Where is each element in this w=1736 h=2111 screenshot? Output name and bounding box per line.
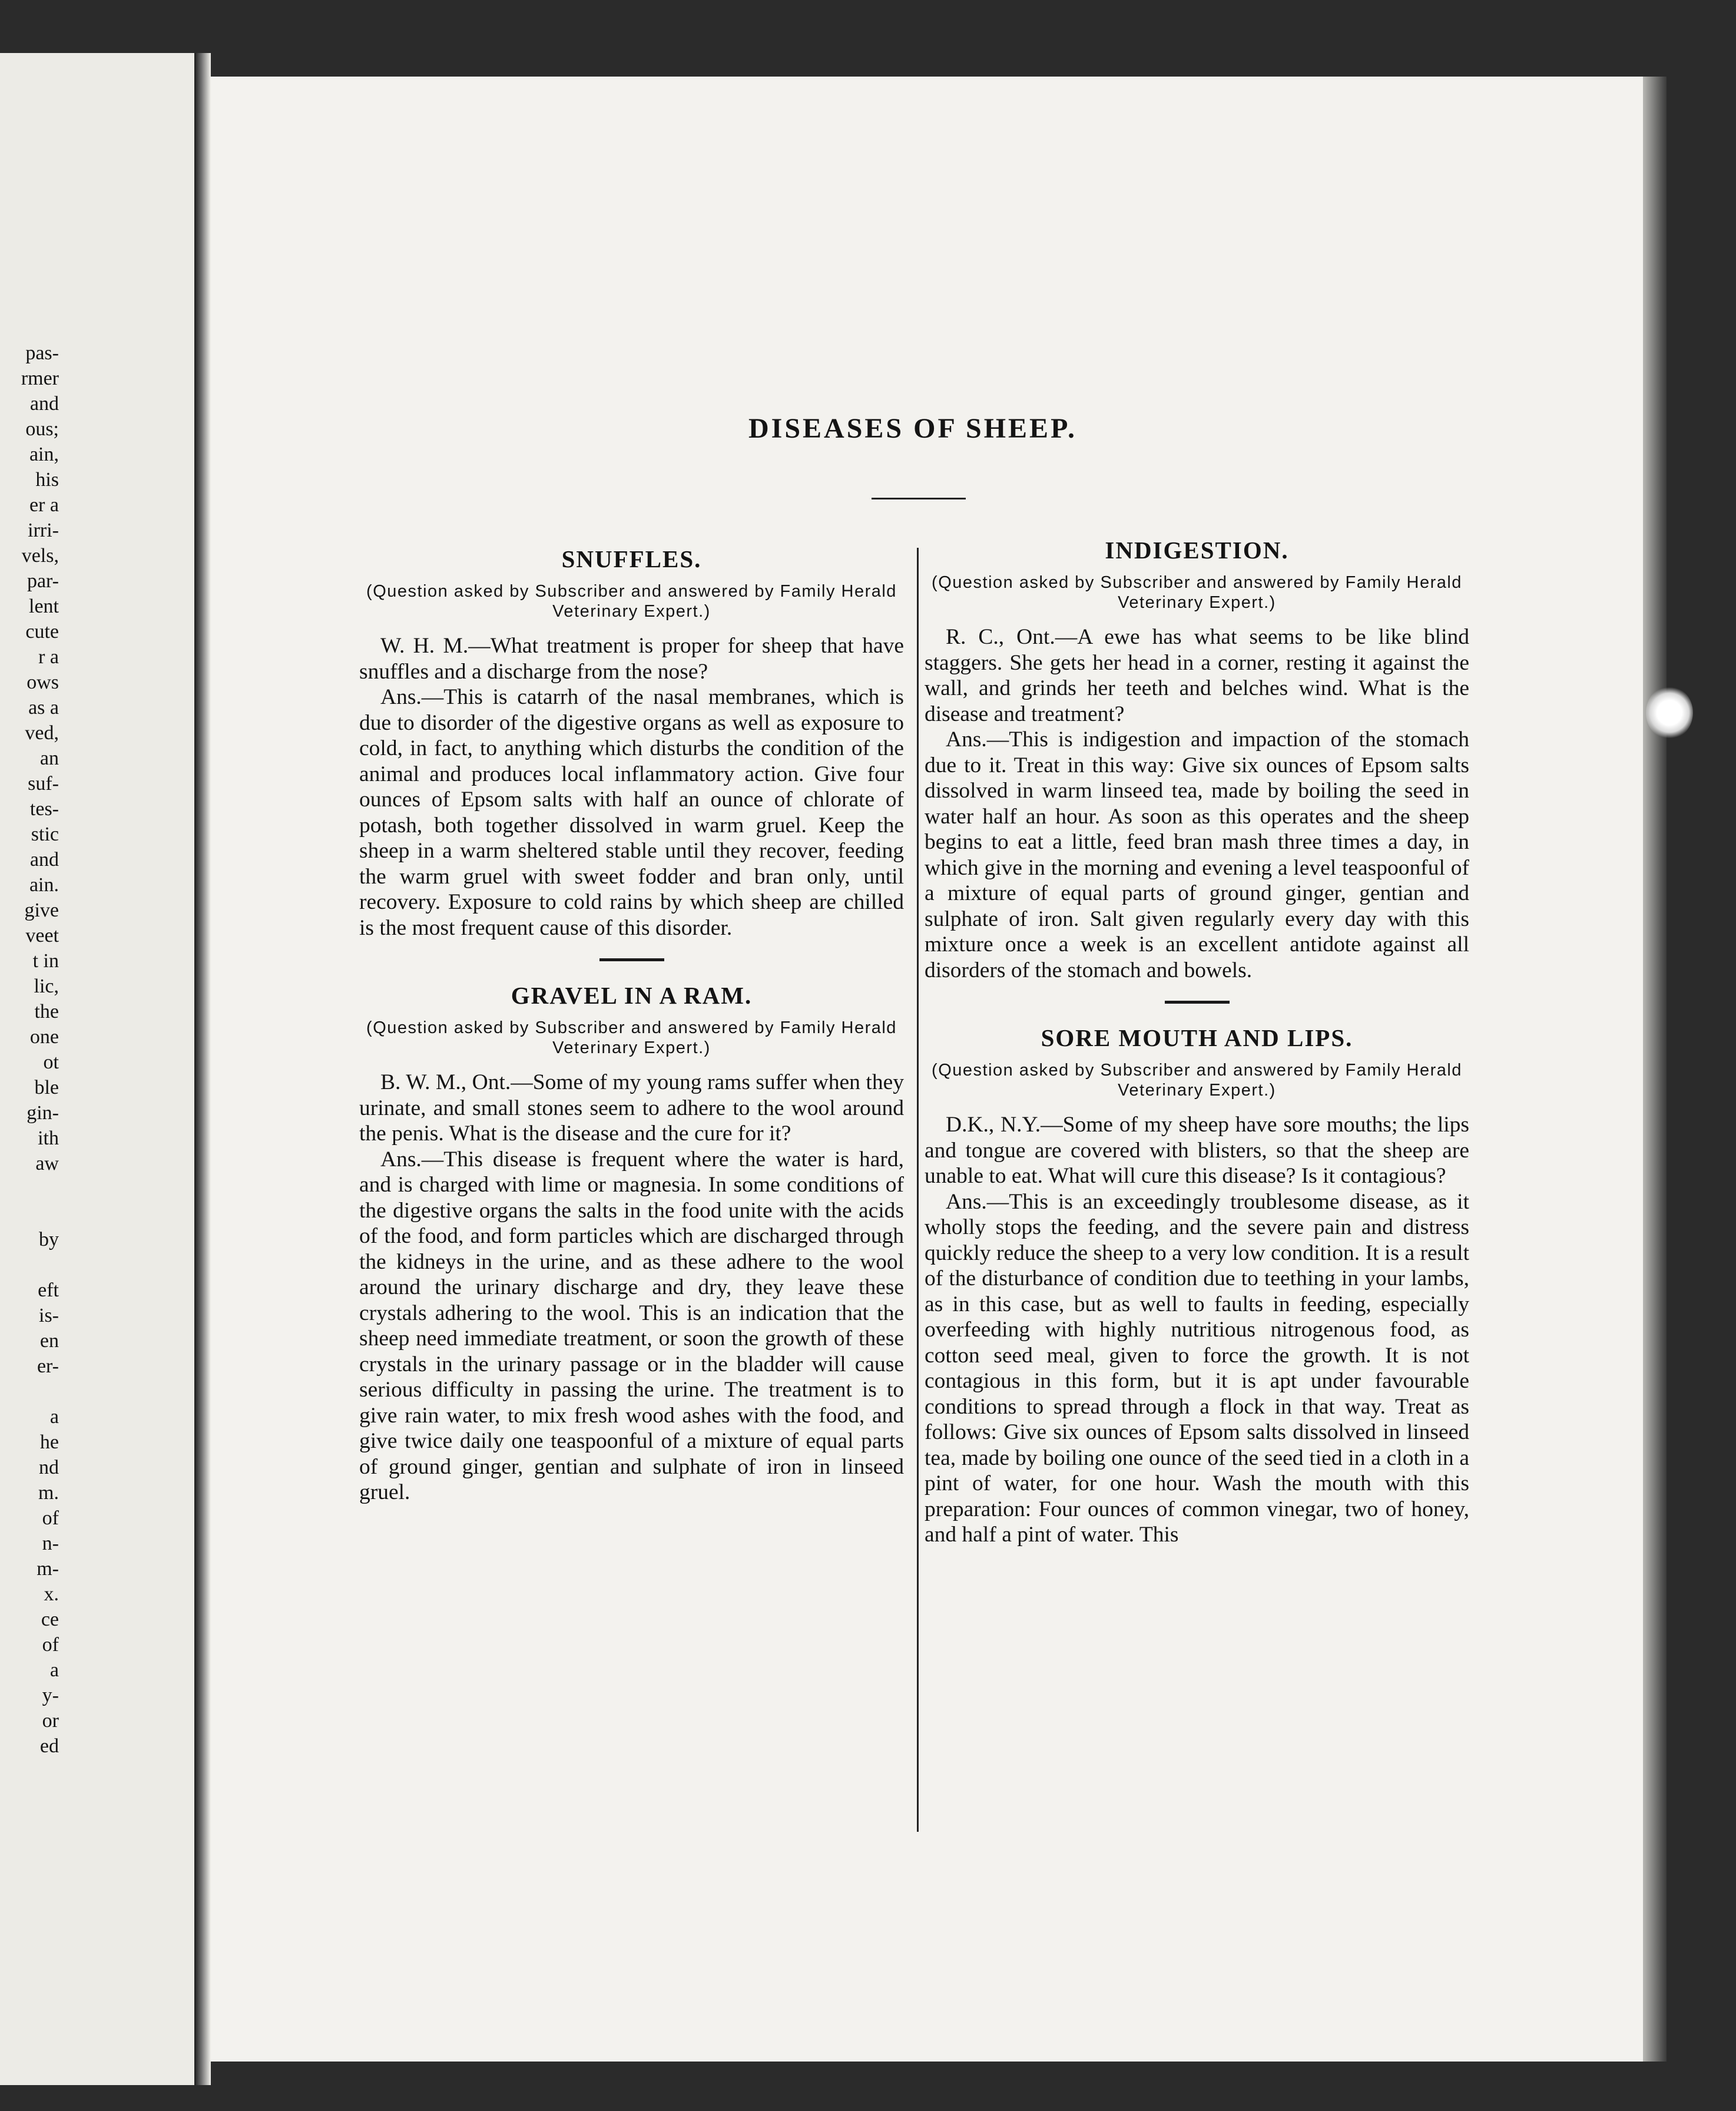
section-heading: SNUFFLES. <box>561 545 702 573</box>
adjacent-page-line: by <box>39 1229 59 1250</box>
adjacent-page-line: vels, <box>21 545 59 567</box>
adjacent-page-line: nd <box>39 1457 59 1478</box>
question-text: D.K., N.Y.—Some of my sheep have sore mouths; the lips and tongue are covered with blisters, so that the sheep are unable to eat. What will cure this disease? Is it contagious? <box>925 1113 1469 1188</box>
adjacent-page-line: tes- <box>29 798 59 820</box>
adjacent-page-line: of <box>42 1634 59 1656</box>
adjacent-page-line: suf- <box>28 773 59 795</box>
adjacent-page-line: of <box>42 1507 59 1529</box>
adjacent-page-line: rmer <box>21 368 59 389</box>
adjacent-page <box>0 53 194 2085</box>
adjacent-page-line: irri- <box>28 520 59 541</box>
adjacent-page-line: a <box>49 1406 59 1428</box>
adjacent-page-line: one <box>29 1026 59 1048</box>
section-indigestion <box>925 536 1469 983</box>
adjacent-page-line: give <box>24 899 59 921</box>
adjacent-page-line: and <box>29 849 59 871</box>
answer-text: Ans.—This is an exceedingly troublesome disease, as it wholly stops the feeding, and the severe pain and distress quickly reduce the sheep to a very low condition. It is a result of the disturbance of condition due to teething in your lambs, as in this case, but as well to faults in feeding, especially overfeeding with highly nutritious nitrogenous food, as cotton seed meal, given to force the growth. It is not contagious in this form, but it is apt under favourable conditions to spread through a flock in that way. Treat as follows: Give six ounces of Epsom salts dissolved in linseed tea, made by boiling one ounce of the seed tied in a cloth in a pint of water, for one hour. Wash the mouth with this preparation: Four ounces of common vinegar, two of honey, and half a pint of water. This <box>925 1189 1469 1547</box>
adjacent-page-line: m. <box>38 1482 59 1504</box>
page-title: DISEASES OF SHEEP. <box>748 413 1077 444</box>
adjacent-page-line: an <box>39 747 59 769</box>
adjacent-page-line: er- <box>37 1355 59 1377</box>
adjacent-page-line: t in <box>32 950 59 972</box>
adjacent-page-line: his <box>35 469 59 491</box>
adjacent-page-line: as a <box>28 697 59 719</box>
adjacent-page-line: r a <box>38 646 59 668</box>
right-column <box>925 536 1469 1548</box>
adjacent-page-line: ot <box>43 1051 59 1073</box>
adjacent-page-line <box>0 1176 59 1202</box>
adjacent-page-line: lent <box>29 595 59 617</box>
section-rule <box>1165 1001 1230 1004</box>
section-heading: SORE MOUTH AND LIPS. <box>1041 1024 1353 1051</box>
adjacent-page-line: veet <box>25 925 59 947</box>
adjacent-page-line: ce <box>41 1609 59 1630</box>
adjacent-page-line: ble <box>34 1077 59 1098</box>
adjacent-page-line: or <box>42 1710 59 1732</box>
adjacent-page-line: ows <box>26 671 59 693</box>
question-text: B. W. M., Ont.—Some of my young rams suffer when they urinate, and small stones seem to adhere to the wool around the penis. What is the disease and the cure for it? <box>359 1070 904 1146</box>
left-column <box>359 545 904 1506</box>
question-text: R. C., Ont.—A ewe has what seems to be like blind staggers. She gets her head in a corner, resting it against the wall, and grinds her teeth and belches wind. What is the disease and treatment? <box>925 625 1469 726</box>
adjacent-page-line: lic, <box>34 975 59 997</box>
adjacent-page-line: ous; <box>25 418 59 440</box>
adjacent-page-line: aw <box>35 1153 59 1174</box>
adjacent-page-line <box>0 1202 59 1227</box>
answer-text: Ans.—This is catarrh of the nasal membranes, which is due to disorder of the digestive organs as well as exposure to cold, in fact, to anything which disturbs the condition of the animal and produces local inflammatory action. Give four ounces of Epsom salts with half an ounce of chlorate of potash, both together dissolved in warm gruel. Keep the sheep in a warm sheltered stable until they recover, feeding the warm gruel with sweet fodder and bran only, until recovery. Exposure to cold rains by which sheep are chilled is the most frequent cause of this disorder. <box>359 685 904 940</box>
section-rule <box>599 958 664 961</box>
page-edge <box>1643 77 1667 2062</box>
column-divider <box>917 548 919 1832</box>
adjacent-page-line: ed <box>39 1735 59 1757</box>
adjacent-page-line <box>0 1379 59 1404</box>
title-rule <box>872 498 966 499</box>
adjacent-page-line: cute <box>25 621 59 643</box>
page-gutter <box>194 53 211 2085</box>
adjacent-page-line: ith <box>38 1127 59 1149</box>
section-heading: GRAVEL IN A RAM. <box>511 982 753 1009</box>
adjacent-page-line: ain, <box>29 444 59 465</box>
section-heading: INDIGESTION. <box>1105 537 1289 564</box>
adjacent-page-line <box>0 1252 59 1278</box>
question-text: W. H. M.—What treatment is proper for sheep that have snuffles and a discharge from the nose? <box>359 634 904 684</box>
section-gravel <box>359 981 904 1506</box>
adjacent-page-line: ain. <box>29 874 59 896</box>
adjacent-page-line: pas- <box>25 342 59 364</box>
adjacent-page-line: x. <box>44 1583 59 1605</box>
ink-blot <box>1646 686 1693 739</box>
adjacent-page-line: a <box>49 1659 59 1681</box>
answer-text: Ans.—This is indigestion and impaction of the stomach due to it. Treat in this way: Give six ounces of Epsom salts dissolved in warm linseed tea, made by boiling the seed in water half an hour. As soon as this operates and the sheep begins to eat a little, feed bran mash three times a day, in which give in the morning and evening a level teaspoonful of a mixture of equal parts of ground ginger, gentian and sulphate of iron. Salt given regularly every day with this mixture once a week is an excellent antidote against all disorders of the stomach and bowels. <box>925 727 1469 982</box>
adjacent-page-line: par- <box>26 570 59 592</box>
section-subheading: (Question asked by Subscriber and answered by Family Herald Veterinary Expert.) <box>366 582 897 621</box>
adjacent-page-line: is- <box>39 1305 59 1326</box>
adjacent-page-text <box>0 340 59 1759</box>
adjacent-page-line: er a <box>29 494 59 516</box>
adjacent-page-line: n- <box>42 1533 59 1554</box>
adjacent-page-line: stic <box>31 823 59 845</box>
adjacent-page-line: en <box>39 1330 59 1352</box>
adjacent-page-line: ved, <box>25 722 59 744</box>
section-subheading: (Question asked by Subscriber and answered by Family Herald Veterinary Expert.) <box>932 1061 1462 1100</box>
section-sore-mouth <box>925 1024 1469 1548</box>
answer-text: Ans.—This disease is frequent where the water is hard, and is charged with lime or magnesia. In some conditions of the digestive organs the salts in the food unite with the acids of the food, and form particles which are discharged through the kidneys in the urine, and as these adhere to the wool around the urinary discharge and dry, they leave these crystals adhering to the wool. This is an indication that the sheep need immediate treatment, or soon the growth of these crystals in the urinary passage or in the bladder will cause serious difficulty in passing the urine. The treatment is to give rain water, to mix fresh wood ashes with the food, and give twice daily one teaspoonful of a mixture of equal parts of ground ginger, gentian and sulphate of iron in linseed gruel. <box>359 1147 904 1504</box>
adjacent-page-line: the <box>34 1001 59 1023</box>
adjacent-page-line: m- <box>37 1558 59 1580</box>
adjacent-page-line: eft <box>38 1279 59 1301</box>
adjacent-page-line: he <box>39 1431 59 1453</box>
section-subheading: (Question asked by Subscriber and answered by Family Herald Veterinary Expert.) <box>932 573 1462 612</box>
adjacent-page-line: and <box>29 393 59 415</box>
section-subheading: (Question asked by Subscriber and answered by Family Herald Veterinary Expert.) <box>366 1018 897 1057</box>
adjacent-page-line: gin- <box>26 1102 59 1124</box>
section-snuffles <box>359 545 904 941</box>
adjacent-page-line: y- <box>42 1685 59 1706</box>
